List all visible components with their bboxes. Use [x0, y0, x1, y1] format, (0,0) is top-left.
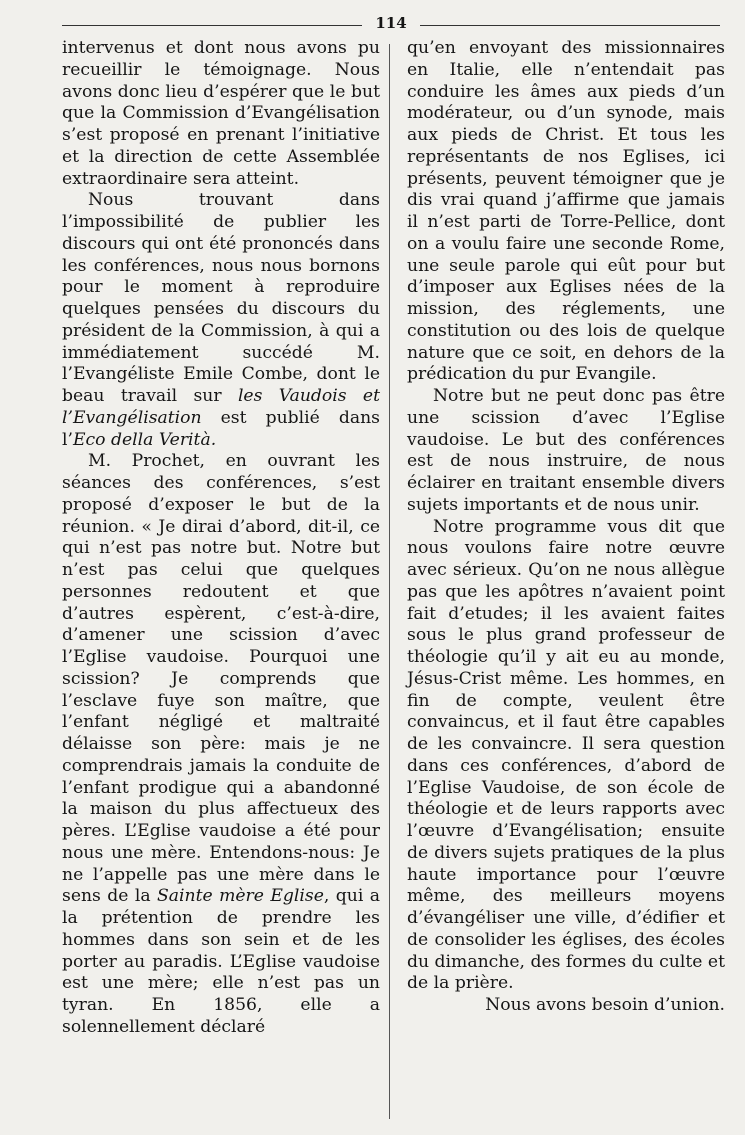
- left-paragraph-3-text-b: , qui a la prétention de prendre les hommes dans son sein et de les porter au paradis. L’Eglise vaudoise est une mère; elle n’est pas un tyran. En 1856, elle a solennellement déclaré: [62, 886, 380, 1037]
- left-paragraph-2-text-a: Nous trouvant dans l’impossibilité de publier les discours qui ont été prononcés dans les conférences, nous nous bornons pour le moment à reproduire quelques pensées du discours du président de la Commission, à qui a immédiatement succédé M. l’Evangéliste Emile Combe, dont le beau travail sur: [62, 190, 380, 406]
- right-paragraph-2: Notre but ne peut donc pas être une scission d’avec l’Eglise vaudoise. Le but des conférences est de nous instruire, de nous éclairer en traitant ensemble divers sujets importants et de nous unir.: [407, 386, 725, 515]
- right-paragraph-3: Notre programme vous dit que nous voulons faire notre œuvre avec sérieux. Qu’on ne nous allègue pas que les apôtres n’avaient point fait d’etudes; il les avaient faites sous le plus grand professeur de théologie qu’il y ait eu au monde, Jésus-Crist même. Les hommes, en fin de compte, veulent être convaincus, et il faut être capables de les convaincre. Il sera question dans ces conférences, d’abord de l’Eglise Vaudoise, de son école de théologie et de leurs rapports avec l’œuvre d’Evangélisation; ensuite de divers sujets pratiques de la plus haute importance pour l’œuvre même, des meilleurs moyens d’évangéliser une ville, d’édifier et de consolider les églises, des écoles du dimanche, des formes du culte et de la prière.: [407, 516, 725, 994]
- left-paragraph-2-text-b: est publié dans l’: [62, 407, 380, 450]
- page-header: [62, 14, 720, 38]
- left-paragraph-3: [62, 451, 380, 1038]
- left-column: [62, 38, 380, 1039]
- column-divider: [389, 44, 390, 1119]
- right-paragraph-4: Nous avons besoin d’union.: [485, 995, 725, 1015]
- left-paragraph-2-journal-italic: Eco della Verità.: [72, 429, 217, 450]
- right-paragraph-1: qu’en envoyant des missionnaires en Italie, elle n’entendait pas conduire les âmes aux pieds d’un modérateur, ou d’un synode, mais aux pieds de Christ. Et tous les représentants de nos Eglises, ici présents, peuvent témoigner que je dis vrai quand j’affirme que jamais il n’est parti de Torre-Pellice, dont on a voulu faire une seconde Rome, une seule parole qui eût pour but d’imposer aux Eglises nées de la mission, des réglements, une constitution ou des lois de quelque nature que ce soit, en dehors de la prédication du pur Evangile.: [407, 38, 725, 385]
- left-paragraph-1: intervenus et dont nous avons pu recueillir le témoignage. Nous avons donc lieu d’espérer que le but que la Commission d’Evangélisation s’est proposé en prenant l’initiative et la direction de cette Assemblée extraordinaire sera atteint.: [62, 38, 380, 189]
- left-paragraph-2: [62, 190, 380, 451]
- left-paragraph-3-italic: Sainte mère Eglise: [157, 886, 324, 907]
- header-rule-left: [62, 25, 362, 26]
- left-paragraph-2-title-italic: les Vaudois et l’Evangélisation: [62, 386, 380, 428]
- header-rule-right: [420, 25, 720, 26]
- right-column: [407, 38, 725, 1017]
- left-paragraph-3-text-a: M. Prochet, en ouvrant les séances des conférences, s’est proposé d’exposer le but de la réunion. « Je dirai d’abord, dit-il, ce qui n’est pas notre but. Notre but n’est pas celui que quelques personnes redoutent et que d’autres espèrent, c’est-à-dire, d’amener une scission d’avec l’Eglise vaudoise. Pourquoi une scission? Je comprends que l’esclave fuye son maître, que l’enfant négligé et maltraité délaisse son père: mais je ne comprendrais jamais la conduite de l’enfant prodigue qui a abandonné la maison du plus affectueux des pères. L’Eglise vaudoise a été pour nous une mère. Entendons-nous: Je ne l’appelle pas une mère dans le sens de la: [62, 451, 380, 907]
- page-number: 114: [369, 14, 412, 32]
